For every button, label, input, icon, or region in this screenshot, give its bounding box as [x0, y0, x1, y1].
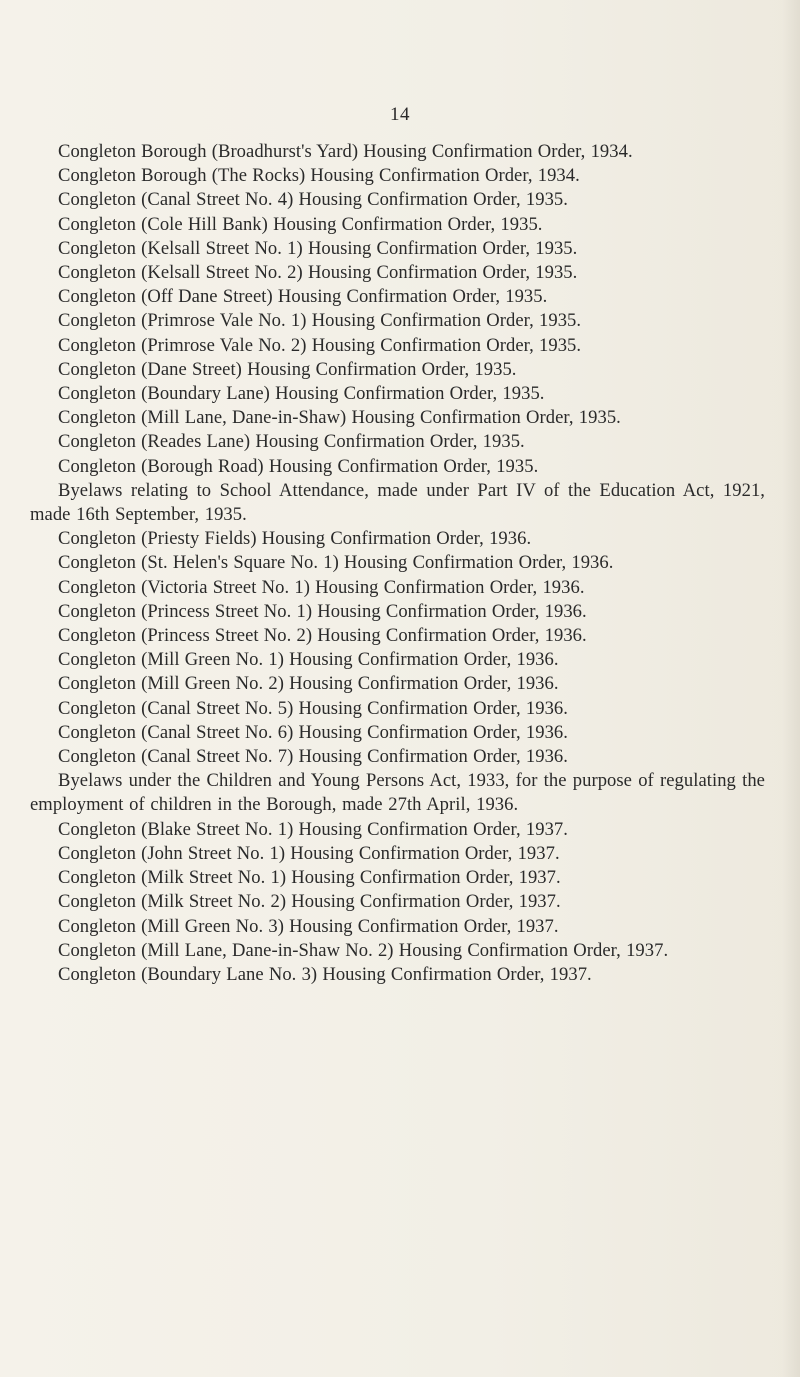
- list-item: Congleton (Dane Street) Housing Confirmation Order, 1935.: [58, 358, 517, 380]
- list-item: Congleton (Cole Hill Bank) Housing Confirmation Order, 1935.: [58, 213, 543, 235]
- list-item: Congleton (Princess Street No. 1) Housing Confirmation Order, 1936.: [58, 600, 587, 622]
- list-item: Congleton (Mill Lane, Dane-in-Shaw No. 2) Housing Confirmation Order, 1937.: [58, 939, 669, 961]
- list-item: Congleton (Boundary Lane) Housing Confirmation Order, 1935.: [58, 383, 545, 405]
- list-item: Congleton (Canal Street No. 6) Housing Confirmation Order, 1936.: [58, 721, 568, 743]
- list-item: Congleton (Canal Street No. 7) Housing Confirmation Order, 1936.: [58, 746, 568, 768]
- list-item: Congleton (Boundary Lane No. 3) Housing Confirmation Order, 1937.: [58, 963, 592, 985]
- page-number: 14: [390, 104, 410, 125]
- list-item: Byelaws under the Children and Young Persons Act, 1933, for the purpose of regulating the employment of children in the Borough, made 27th April, 1936.: [30, 770, 765, 816]
- list-item: Congleton (Canal Street No. 5) Housing Confirmation Order, 1936.: [58, 697, 568, 719]
- list-item: Congleton (Reades Lane) Housing Confirmation Order, 1935.: [58, 431, 525, 453]
- list-item: Congleton (St. Helen's Square No. 1) Housing Confirmation Order, 1936.: [58, 552, 614, 574]
- order-list: [0, 140, 800, 987]
- list-item: Congleton (Kelsall Street No. 1) Housing Confirmation Order, 1935.: [58, 237, 578, 259]
- list-item: Byelaws relating to School Attendance, made under Part IV of the Education Act, 1921, made 16th September, 1935.: [30, 479, 765, 526]
- list-item: Congleton (Mill Green No. 1) Housing Confirmation Order, 1936.: [58, 649, 559, 671]
- list-item: Congleton (John Street No. 1) Housing Confirmation Order, 1937.: [58, 842, 560, 864]
- list-item: Congleton (Milk Street No. 1) Housing Confirmation Order, 1937.: [58, 867, 561, 889]
- list-item: Congleton (Blake Street No. 1) Housing Confirmation Order, 1937.: [58, 818, 568, 840]
- list-item: Congleton (Primrose Vale No. 1) Housing Confirmation Order, 1935.: [58, 310, 582, 332]
- list-item: Congleton (Milk Street No. 2) Housing Confirmation Order, 1937.: [58, 891, 561, 913]
- list-item: Congleton (Victoria Street No. 1) Housing Confirmation Order, 1936.: [58, 576, 585, 598]
- list-item: Congleton Borough (The Rocks) Housing Confirmation Order, 1934.: [58, 165, 580, 187]
- list-item: Congleton (Princess Street No. 2) Housing Confirmation Order, 1936.: [58, 625, 587, 647]
- list-item: Congleton (Mill Green No. 3) Housing Confirmation Order, 1937.: [58, 915, 559, 937]
- list-item: Congleton (Mill Lane, Dane-in-Shaw) Housing Confirmation Order, 1935.: [58, 407, 621, 429]
- list-item: Congleton Borough (Broadhurst's Yard) Housing Confirmation Order, 1934.: [58, 141, 633, 162]
- list-item: Congleton (Canal Street No. 4) Housing Confirmation Order, 1935.: [58, 189, 568, 211]
- list-item: Congleton (Mill Green No. 2) Housing Confirmation Order, 1936.: [58, 673, 559, 695]
- list-item: Congleton (Kelsall Street No. 2) Housing Confirmation Order, 1935.: [58, 262, 578, 284]
- list-item: Congleton (Borough Road) Housing Confirmation Order, 1935.: [58, 455, 539, 477]
- list-item: Congleton (Priesty Fields) Housing Confirmation Order, 1936.: [58, 528, 532, 550]
- list-item: Congleton (Primrose Vale No. 2) Housing Confirmation Order, 1935.: [58, 334, 582, 356]
- list-item: Congleton (Off Dane Street) Housing Confirmation Order, 1935.: [58, 286, 548, 308]
